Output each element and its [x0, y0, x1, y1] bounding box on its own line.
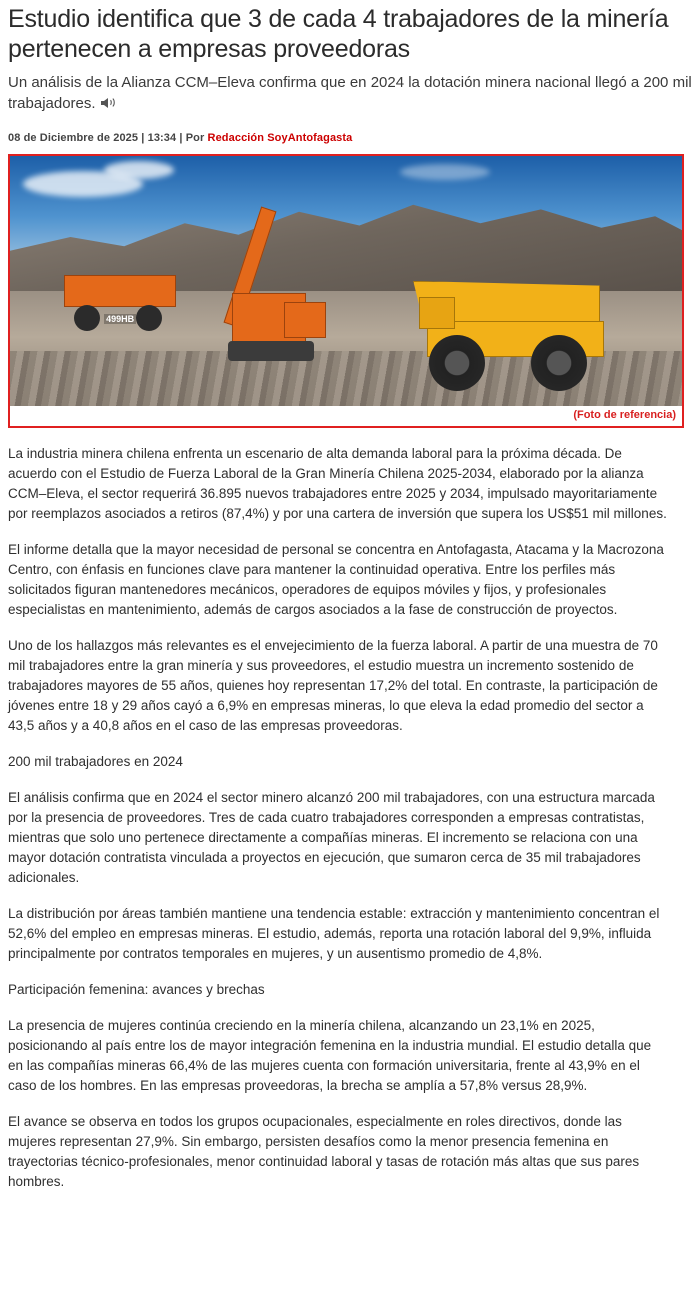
- page-title: Estudio identifica que 3 de cada 4 trabajadores de la minería pertenecen a empresas proveedoras: [8, 5, 669, 63]
- photo-machine-label: 499HB: [106, 313, 135, 324]
- byline-by-prefix: Por: [185, 132, 205, 144]
- article-paragraph: La presencia de mujeres continúa creciendo en la minería chilena, alcanzando un 23,1% en 2025, posicionando al país entre los de mayor integración femenina en la industria mundial. El estudio detalla que en las compañías mineras 66,4% de las mujeres cuenta con formación universitaria, frente al 43,9% en el caso de los hombres. En las empresas proveedoras, la brecha se amplía a 57,8% versus 28,9%.: [8, 1018, 652, 1093]
- article-paragraph: La distribución por áreas también mantiene una tendencia estable: extracción y mantenimiento concentran el 52,6% del empleo en empresas mineras. El estudio, además, reporta una rotación laboral del 9,9%, influida principalmente por contratos temporales en mujeres, y un ausentismo promedio de 4,8%.: [8, 906, 660, 961]
- byline: [8, 132, 692, 144]
- article-section-subtitle: 200 mil trabajadores en 2024: [8, 754, 183, 769]
- byline-separator-2: |: [179, 132, 183, 144]
- article-page: [0, 4, 700, 1202]
- article-paragraph: El informe detalla que la mayor necesidad de personal se concentra en Antofagasta, Atacama y la Macrozona Centro, con énfasis en funciones clave para mantener la continuidad operativa. Entre los perfiles más solicitados figuran mantenedores mecánicos, operadores de equipos móviles y fijos, y profesionales especialistas en mantenimiento, además de cargos asociados a la fase de construcción de proyectos.: [8, 542, 664, 617]
- article-subhead: [8, 72, 692, 114]
- photo-cloud: [104, 161, 174, 179]
- byline-date: 08 de Diciembre de 2025: [8, 132, 139, 144]
- article-paragraph: La industria minera chilena enfrenta un escenario de alta demanda laboral para la próxima década. De acuerdo con el Estudio de Fuerza Laboral de la Gran Minería Chilena 2025-2034, elaborado por la alianza CCM–Eleva, el sector requerirá 36.895 nuevos trabajadores entre 2025 y 2034, impulsado mayoritariamente por reemplazos asociados a retiros (87,4%) y por una cartera de inversión que supera los US$51 mil millones.: [8, 446, 667, 521]
- speaker-icon[interactable]: [100, 95, 118, 109]
- photo-haul-truck: [413, 281, 628, 391]
- article-paragraph: El avance se observa en todos los grupos ocupacionales, especialmente en roles directivos, donde las mujeres representan 27,9%. Sin embargo, persisten desafíos como la menor presencia femenina en trayectorias técnico-profesionales, menor continuidad laboral y tasas de rotación más altas que sus pares hombres.: [8, 1114, 640, 1189]
- photo-mining-shovel: [232, 206, 352, 361]
- article-paragraph: Uno de los hallazgos más relevantes es el envejecimiento de la fuerza laboral. A partir de una muestra de 70 mil trabajadores entre la gran minería y sus proveedores, el estudio muestra un incremento sostenido de trabajadores mayores de 55 años, quienes hoy representan 17,2% del total. En contraste, la participación de jóvenes entre 18 y 29 años cayó a 6,9% en empresas mineras, lo que eleva la edad promedio del sector a 43,5 años y a 40,8 años en el caso de las empresas proveedoras.: [8, 638, 658, 733]
- figure-caption: (Foto de referencia): [573, 409, 676, 421]
- figure-caption-bar: [10, 406, 682, 426]
- article-figure: [8, 154, 684, 428]
- article-body: [8, 444, 692, 1192]
- article-section-subtitle: Participación femenina: avances y brechas: [8, 982, 265, 997]
- byline-author-link[interactable]: Redacción SoyAntofagasta: [207, 132, 353, 144]
- article-paragraph: El análisis confirma que en 2024 el sector minero alcanzó 200 mil trabajadores, con una estructura marcada por la presencia de proveedores. Tres de cada cuatro trabajadores corresponden a empresas contratistas, mientras que solo uno pertenece directamente a compañías mineras. El incremento se relaciona con una mayor dotación contratista vinculada a proyectos en ejecución, que sumaron cerca de 35 mil trabajadores adicionales.: [8, 790, 655, 885]
- photo-cloud: [400, 164, 490, 180]
- byline-separator-1: |: [141, 132, 145, 144]
- article-subhead-text: Un análisis de la Alianza CCM–Eleva confirma que en 2024 la dotación minera nacional llegó a 200 mil trabajadores.: [8, 74, 692, 112]
- byline-time: 13:34: [147, 132, 177, 144]
- article-photo: [10, 156, 682, 406]
